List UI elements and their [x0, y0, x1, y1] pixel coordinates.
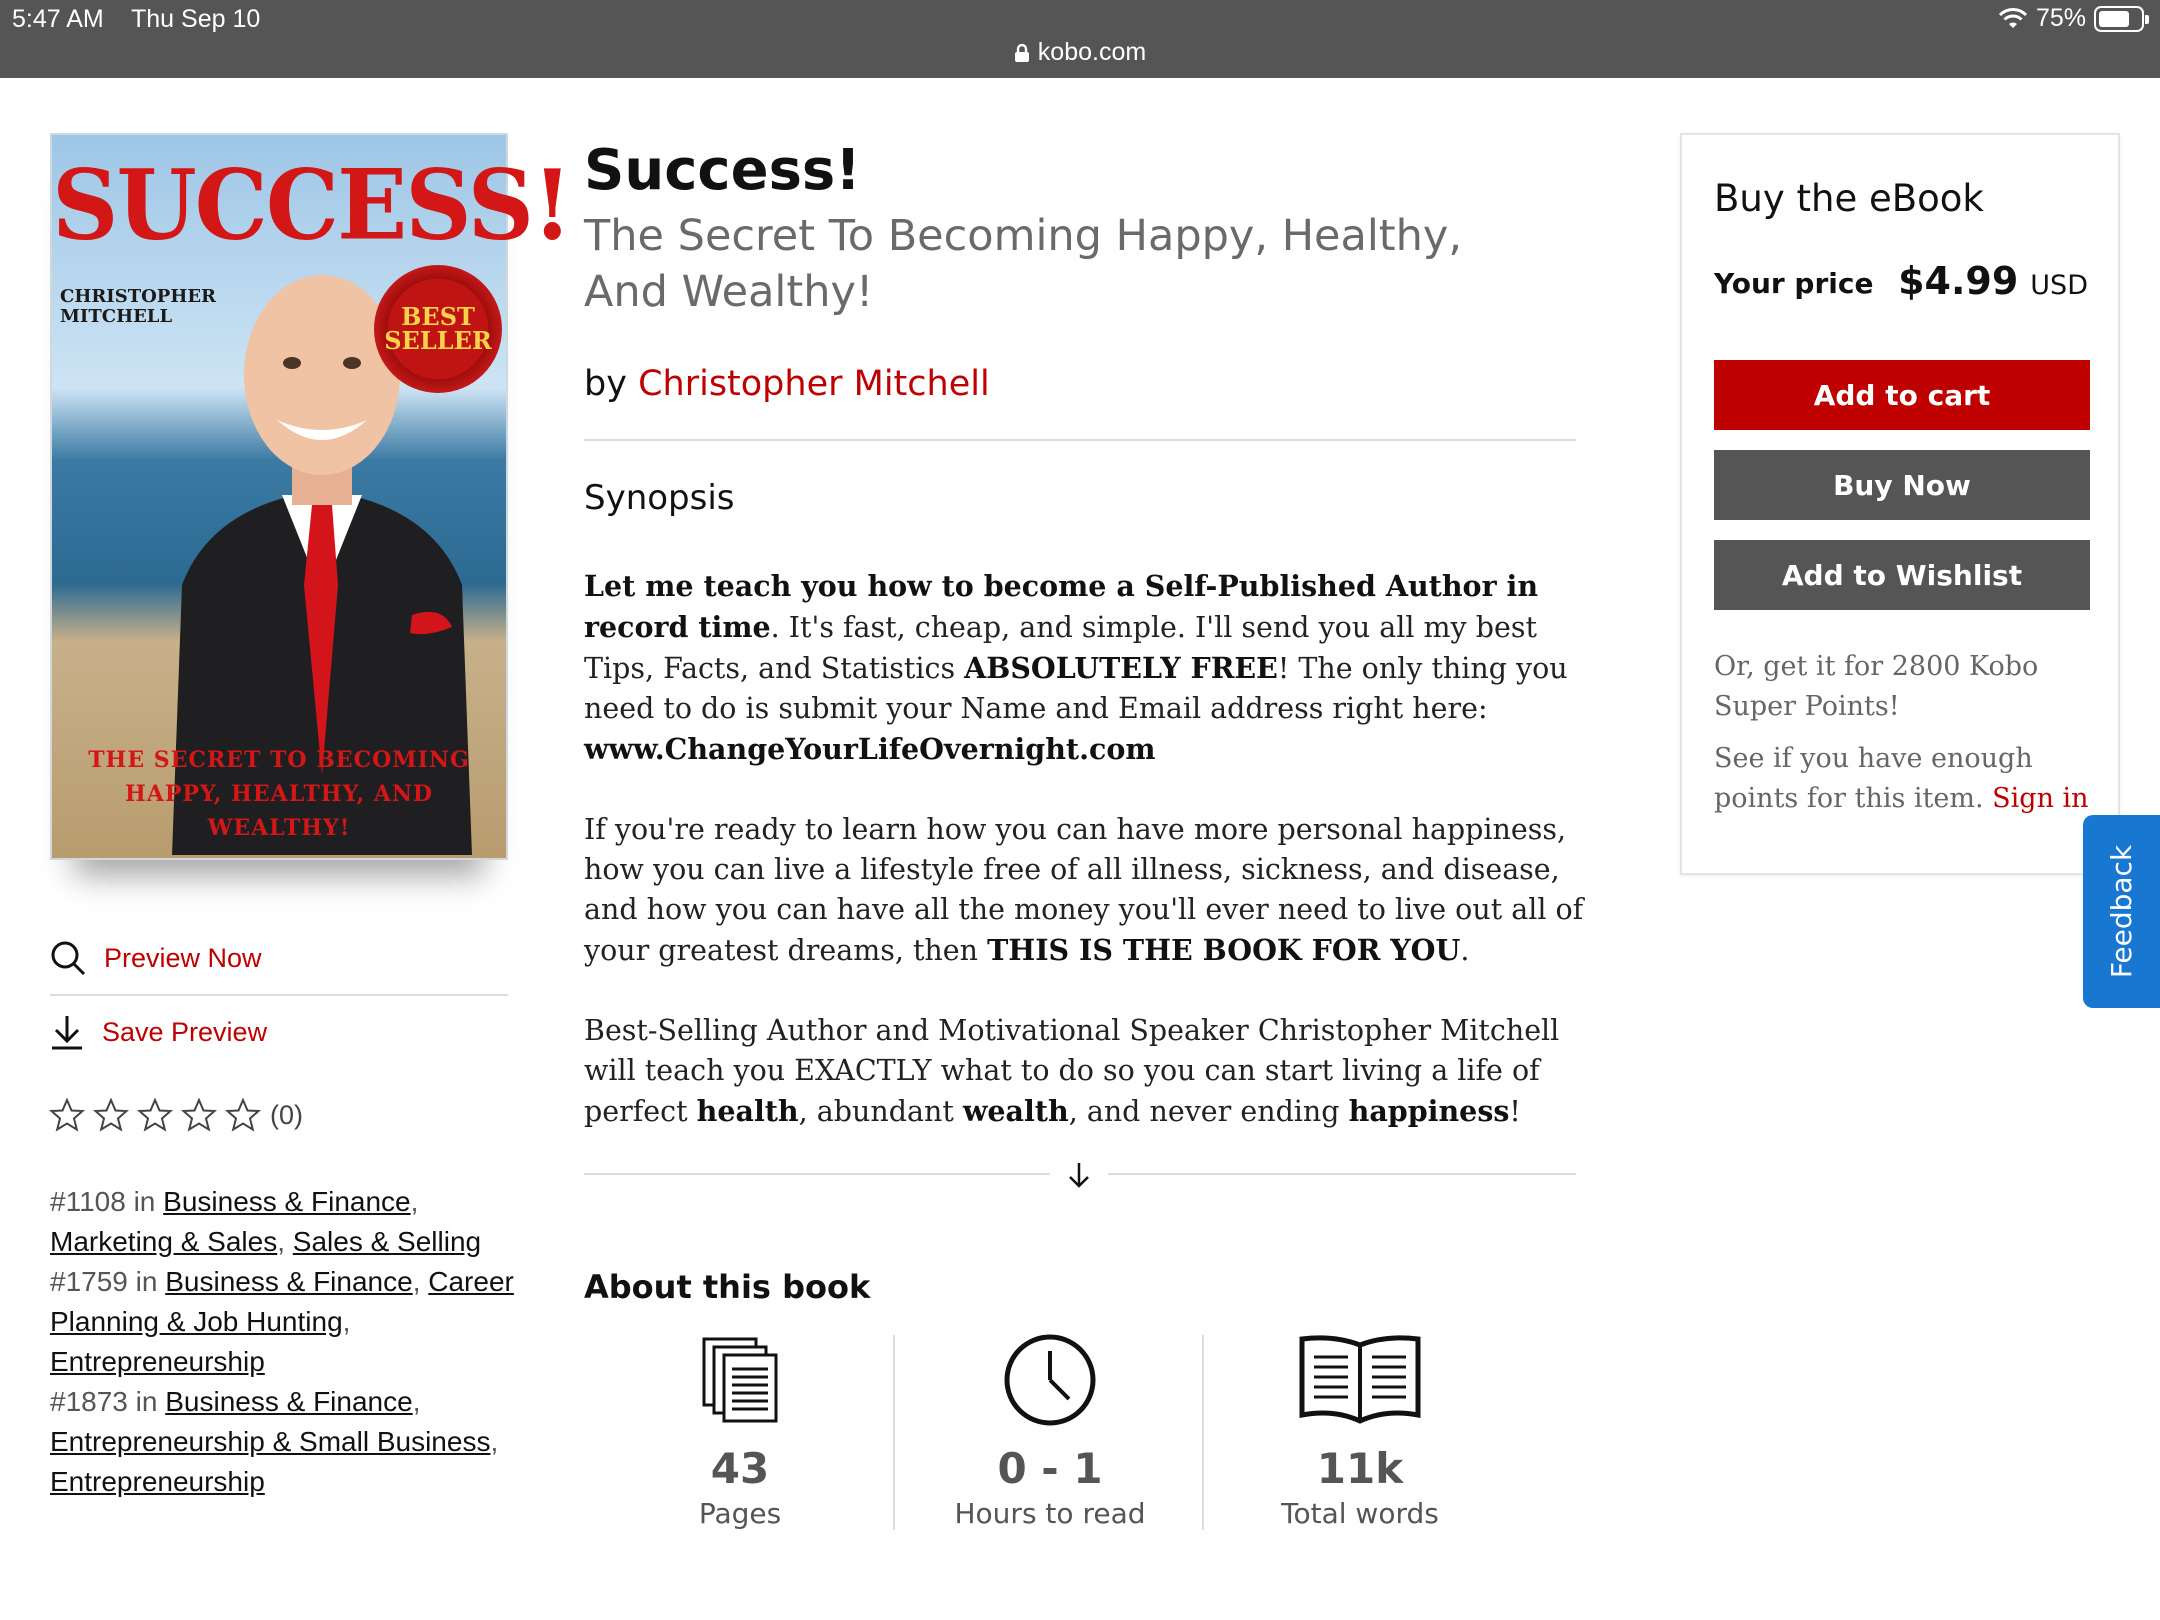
book-subtitle: The Secret To Becoming Happy, Healthy, And Wealthy!: [584, 211, 1463, 317]
status-time: 5:47 AM: [12, 5, 104, 33]
buy-heading: Buy the eBook: [1714, 177, 1984, 220]
badge-line-1: BEST: [401, 302, 475, 331]
sign-in-link[interactable]: Sign in: [1992, 783, 2089, 814]
synopsis-text-run: , abundant: [798, 1095, 963, 1128]
badge-line-2: SELLER: [384, 326, 492, 355]
synopsis-text: [584, 566, 1584, 1172]
synopsis-bold: ABSOLUTELY FREE: [964, 651, 1278, 685]
pages-icon: [700, 1335, 780, 1425]
rank-number: #1759: [50, 1266, 128, 1297]
category-link[interactable]: Entrepreneurship: [50, 1466, 265, 1497]
browser-status-bar: [0, 0, 2160, 78]
book-title: Success!: [584, 138, 861, 203]
author-link[interactable]: Christopher Mitchell: [638, 364, 990, 404]
stat-value: 11k: [1316, 1444, 1404, 1493]
save-preview-label: Save Preview: [102, 1016, 268, 1047]
synopsis-text-run: Best-Selling Author and Motivational Speaker Christopher Mitchell will teach you EXACTLY what to do so you can start living a life of perfect: [584, 1014, 1560, 1128]
synopsis-text-run: !: [1509, 1095, 1521, 1128]
cover-author-first: CHRISTOPHER: [60, 286, 217, 307]
preview-now-link[interactable]: [50, 940, 262, 976]
book-cover[interactable]: [50, 133, 571, 860]
open-book-icon: [1298, 1333, 1422, 1427]
star-icon: [138, 1098, 172, 1132]
buy-box: [1680, 133, 2120, 875]
stat-value: 43: [710, 1444, 770, 1493]
cover-author: [60, 287, 216, 327]
price-currency: USD: [2030, 270, 2088, 301]
price-label: Your price: [1714, 267, 1874, 300]
download-icon: [50, 1014, 84, 1050]
buy-now-button[interactable]: Buy Now: [1714, 450, 2090, 520]
category-link[interactable]: Business & Finance: [163, 1186, 411, 1217]
search-icon: [50, 940, 86, 976]
category-link[interactable]: Sales & Selling: [292, 1226, 482, 1257]
rating-stars[interactable]: [50, 1098, 303, 1132]
lock-icon: [1014, 43, 1030, 63]
synopsis-bold: happiness: [1348, 1094, 1510, 1128]
synopsis-paragraph: [584, 566, 1584, 770]
best-seller-badge: [374, 265, 502, 393]
synopsis-text-run: .: [1460, 934, 1470, 967]
address-bar[interactable]: [0, 38, 2160, 67]
add-to-wishlist-button[interactable]: Add to Wishlist: [1714, 540, 2090, 610]
category-link[interactable]: Marketing & Sales: [50, 1226, 278, 1257]
stat-divider: [1202, 1335, 1204, 1530]
rank-number: #1873: [50, 1386, 128, 1417]
battery-icon: [2094, 6, 2144, 32]
category-link[interactable]: Business & Finance: [165, 1266, 413, 1297]
battery-percent: 75%: [2035, 4, 2086, 32]
category-rankings: #1108 in Business & Finance, Marketing & Sales, Sales & Selling #1759 in Business & Finance, Career Planning & Job Hunting, Entrepreneurship #1873 in Business & Finance, Entrepreneurship & Small Business, Entrepreneurship: [50, 1186, 514, 1497]
synopsis-bold: THIS IS THE BOOK FOR YOU: [987, 933, 1461, 967]
stat-hours: [895, 1330, 1205, 1530]
star-icon: [50, 1098, 84, 1132]
category-link[interactable]: Entrepreneurship: [50, 1346, 265, 1377]
rank-in: in: [135, 1266, 158, 1297]
category-link[interactable]: Entrepreneurship & Small Business: [50, 1426, 491, 1457]
synopsis-bold: Let me teach you how to become a Self-Published Author in record time: [584, 569, 1539, 644]
url-text: kobo.com: [1037, 38, 1147, 66]
cover-subtitle-line-2: HAPPY, HEALTHY, AND WEALTHY!: [124, 781, 434, 841]
category-link[interactable]: Career Planning & Job Hunting: [50, 1266, 514, 1337]
synopsis-text-run: If you're ready to learn how you can have more personal happiness, how you can live a lifestyle free of all illness, sickness, and disease, and how you can have all the money you'll ever need to live out all of your greatest dreams, then: [584, 813, 1584, 967]
by-label: by: [584, 364, 627, 404]
save-preview-link[interactable]: [50, 1014, 267, 1050]
category-link[interactable]: Business & Finance: [165, 1386, 413, 1417]
rank-in: in: [135, 1386, 158, 1417]
byline: [584, 364, 990, 404]
synopsis-text-run: . It's fast, cheap, and simple. I'll send you all my best Tips, Facts, and Statistics: [584, 611, 1537, 685]
stat-label: Pages: [698, 1497, 782, 1530]
cover-author-last: MITCHELL: [60, 306, 173, 327]
points-check-text: See if you have enough points for this item.: [1714, 743, 2033, 814]
synopsis-bold: health: [696, 1094, 799, 1128]
star-icon: [182, 1098, 216, 1132]
add-to-cart-button[interactable]: Add to cart: [1714, 360, 2090, 430]
synopsis-link: www.ChangeYourLifeOvernight.com: [584, 732, 1156, 766]
points-check: [1714, 739, 2104, 819]
stat-label: Total words: [1281, 1497, 1439, 1530]
divider: [584, 439, 1576, 441]
feedback-label: Feedback: [2105, 844, 2138, 979]
kobo-points-info: [1714, 647, 2104, 819]
clock-icon: [1003, 1333, 1097, 1427]
price-amount: $4.99: [1898, 259, 2019, 303]
synopsis-heading: Synopsis: [584, 478, 735, 518]
sidebar-divider: [50, 994, 508, 996]
arrow-down-icon: [1065, 1161, 1093, 1189]
synopsis-text-run: ! The only thing you need to do is submit your Name and Email address right here:: [584, 652, 1568, 725]
rank-number: #1108: [50, 1186, 126, 1217]
star-icon: [226, 1098, 260, 1132]
star-icon: [94, 1098, 128, 1132]
status-date: Thu Sep 10: [131, 5, 261, 33]
cover-subtitle: [52, 743, 506, 845]
expand-synopsis-button[interactable]: [1050, 1155, 1108, 1195]
stat-words: [1205, 1330, 1515, 1530]
stat-value: 0 - 1: [997, 1444, 1103, 1493]
preview-now-label: Preview Now: [104, 942, 262, 973]
status-indicators: [1998, 4, 2144, 33]
synopsis-paragraph: [584, 810, 1584, 971]
synopsis-paragraph: [584, 1011, 1584, 1132]
cover-subtitle-line-1: THE SECRET TO BECOMING: [88, 747, 470, 773]
synopsis-text-run: , and never ending: [1068, 1095, 1349, 1128]
synopsis-bold: wealth: [962, 1094, 1069, 1128]
feedback-tab[interactable]: [2083, 815, 2160, 1008]
stat-pages: [585, 1330, 895, 1530]
cover-title: SUCCESS!: [52, 148, 571, 262]
points-offer: Or, get it for 2800 Kobo Super Points!: [1714, 651, 2039, 722]
rating-count: (0): [270, 1099, 303, 1130]
price: [1898, 259, 2088, 303]
about-heading: About this book: [584, 1268, 871, 1306]
rank-in: in: [133, 1186, 156, 1217]
wifi-icon: [1998, 7, 2028, 31]
stat-label: Hours to read: [954, 1497, 1146, 1530]
